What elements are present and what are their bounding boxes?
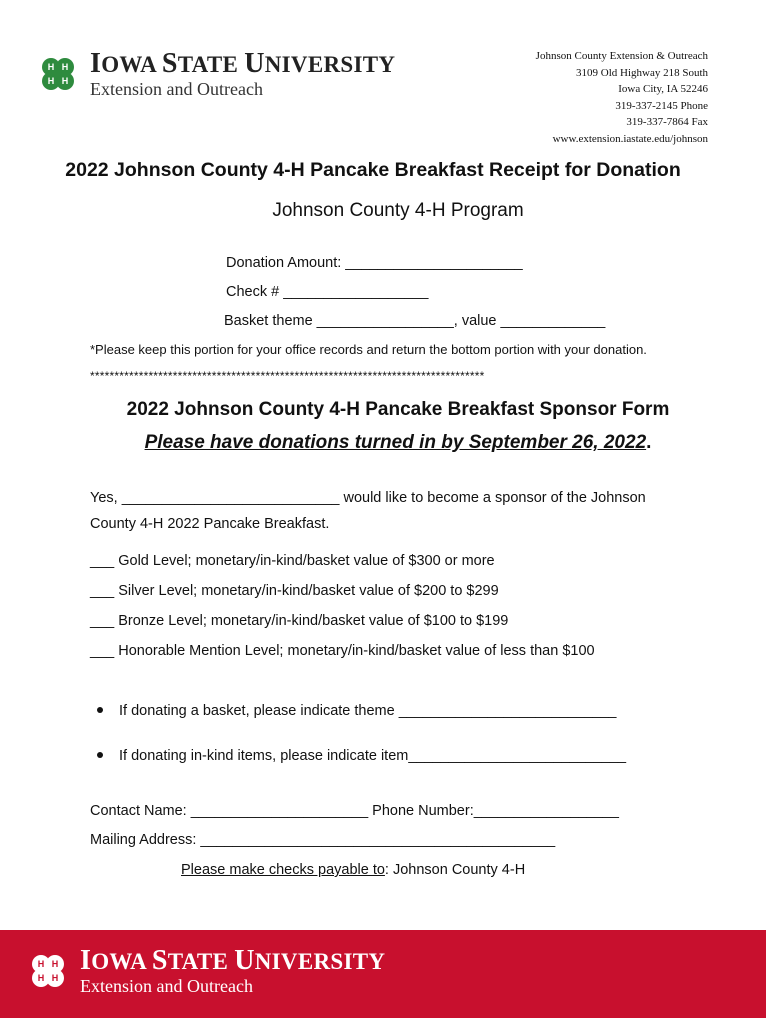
unit-name: Extension and Outreach bbox=[80, 976, 253, 996]
isu-extension-logo bbox=[36, 50, 395, 98]
address-line: 319-337-2145 Phone bbox=[615, 99, 708, 112]
unit-name: Extension and Outreach bbox=[90, 79, 263, 99]
svg-text:H: H bbox=[61, 76, 69, 86]
level-silver: ___ Silver Level; monetary/in-kind/basket value of $200 to $299 bbox=[90, 583, 499, 599]
footer-logo bbox=[26, 947, 385, 995]
university-name: IOWA STATE UNIVERSITY bbox=[80, 945, 386, 976]
deadline-text: Please have donations turned in by September 26, 2022 bbox=[144, 432, 647, 453]
university-name: IOWA STATE UNIVERSITY bbox=[90, 48, 396, 79]
4h-clover-icon bbox=[26, 949, 70, 993]
deadline-notice bbox=[0, 432, 770, 454]
sponsor-intro-line: County 4-H 2022 Pancake Breakfast. bbox=[90, 516, 330, 532]
payable-note bbox=[181, 862, 525, 878]
level-bronze: ___ Bronze Level; monetary/in-kind/basket value of $100 to $199 bbox=[90, 613, 509, 629]
deadline-period: . bbox=[646, 432, 652, 453]
bullet-icon bbox=[97, 707, 103, 713]
4h-clover-icon bbox=[36, 52, 80, 96]
basket-theme-bullet bbox=[97, 703, 616, 719]
level-honorable-mention: ___ Honorable Mention Level; monetary/in-kind/basket value of less than $100 bbox=[90, 643, 595, 659]
check-number-field: Check # __________________ bbox=[226, 284, 429, 300]
payable-name: : Johnson County 4-H bbox=[384, 862, 526, 878]
address-line: www.extension.iastate.edu/johnson bbox=[552, 132, 708, 145]
records-note: *Please keep this portion for your office records and return the bottom portion with your donation. bbox=[90, 342, 647, 357]
svg-text:H: H bbox=[47, 76, 55, 86]
basket-theme-field: Basket theme _________________, value _____________ bbox=[224, 313, 606, 329]
svg-text:H: H bbox=[37, 959, 45, 969]
bullet-text: If donating in-kind items, please indicate item___________________________ bbox=[119, 748, 627, 764]
svg-text:H: H bbox=[47, 62, 55, 72]
office-address bbox=[536, 48, 708, 147]
donation-amount-field: Donation Amount: ______________________ bbox=[226, 255, 523, 271]
cut-line: ********************************************************************************* bbox=[90, 369, 485, 383]
svg-text:H: H bbox=[37, 973, 45, 983]
address-line: 3109 Old Highway 218 South bbox=[576, 66, 708, 79]
receipt-title: 2022 Johnson County 4-H Pancake Breakfast Receipt for Donation bbox=[65, 159, 681, 181]
bullet-icon bbox=[97, 752, 103, 758]
level-gold: ___ Gold Level; monetary/in-kind/basket value of $300 or more bbox=[90, 553, 495, 569]
svg-text:H: H bbox=[51, 959, 59, 969]
svg-text:H: H bbox=[51, 973, 59, 983]
program-name: Johnson County 4-H Program bbox=[272, 200, 524, 221]
address-line: Iowa City, IA 52246 bbox=[618, 83, 708, 95]
in-kind-item-bullet bbox=[97, 748, 626, 764]
contact-phone-field: Contact Name: ______________________ Phone Number:__________________ bbox=[90, 803, 619, 819]
mailing-address-field: Mailing Address: ____________________________________________ bbox=[90, 832, 556, 848]
payable-label: Please make checks payable to bbox=[181, 862, 385, 878]
address-line: Johnson County Extension & Outreach bbox=[535, 50, 708, 62]
bullet-text: If donating a basket, please indicate theme ___________________________ bbox=[119, 703, 617, 719]
sponsor-intro-line: Yes, ___________________________ would like to become a sponsor of the Johnson bbox=[90, 490, 646, 506]
sponsor-form-title: 2022 Johnson County 4-H Pancake Breakfast Sponsor Form bbox=[126, 399, 670, 420]
svg-text:H: H bbox=[61, 62, 69, 72]
address-line: 319-337-7864 Fax bbox=[626, 116, 708, 128]
